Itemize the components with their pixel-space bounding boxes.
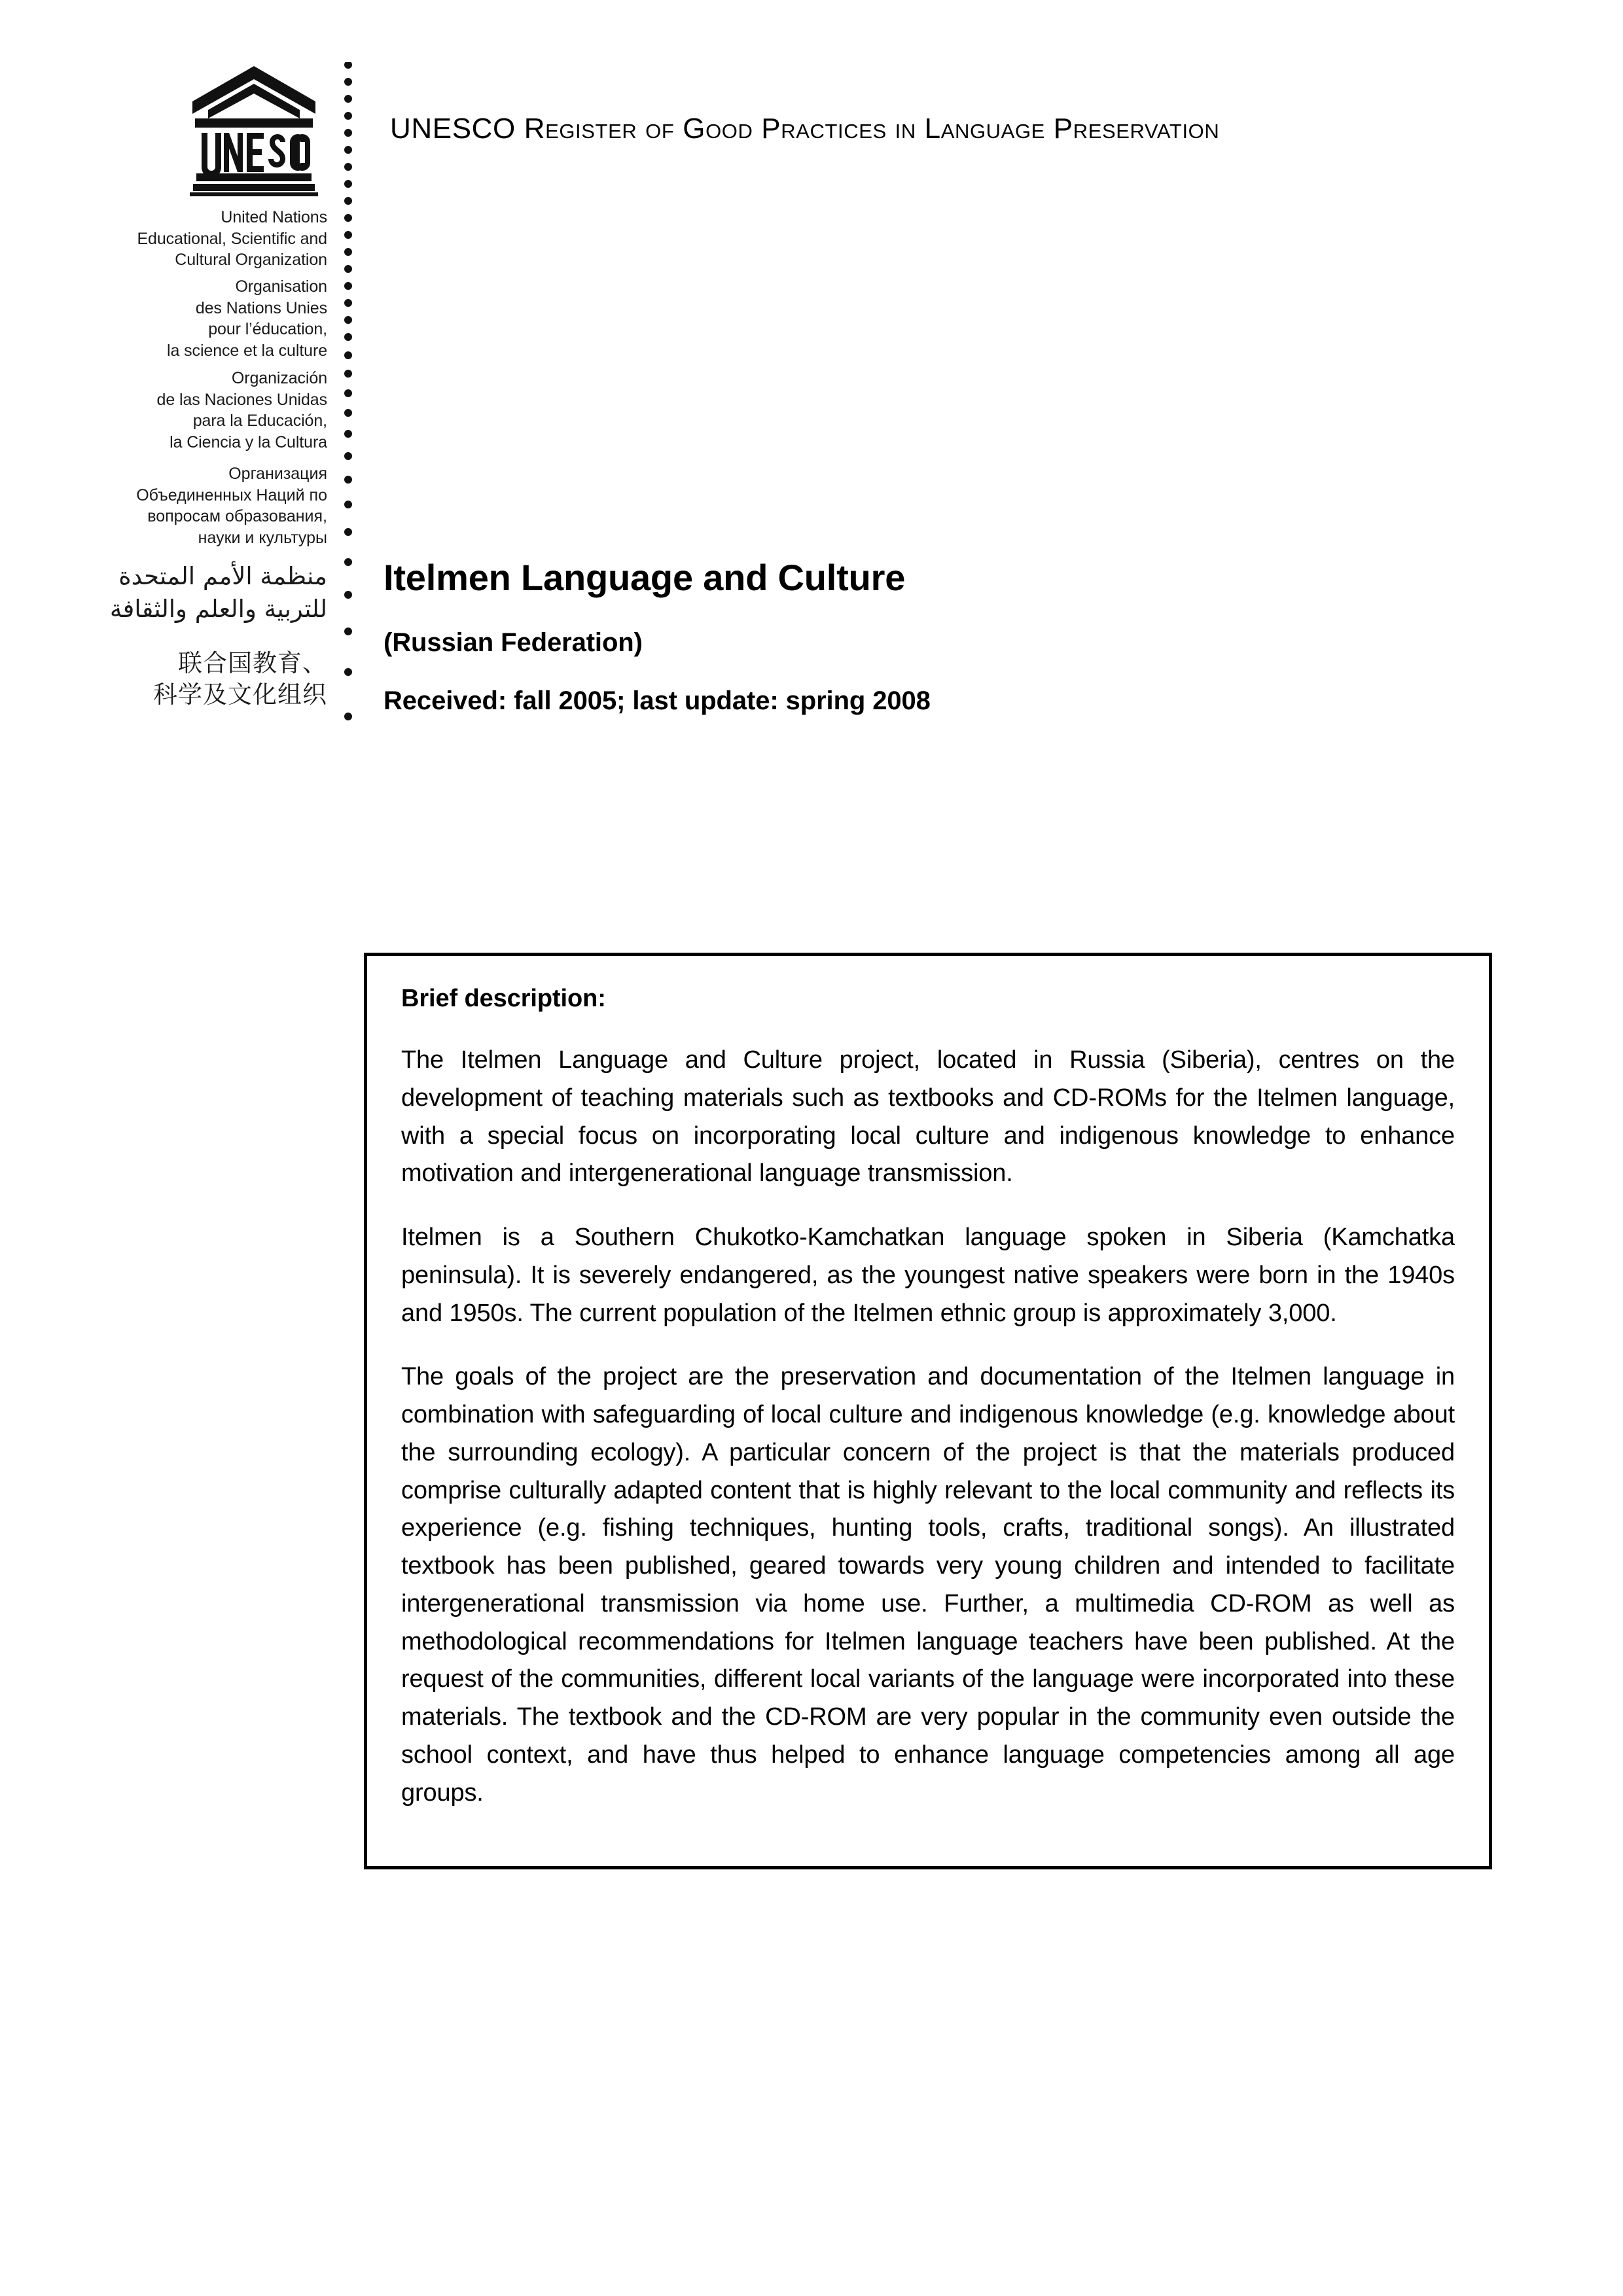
- brief-description-paragraph-1: The Itelmen Language and Culture project, located in Russia (Siberia), centres on the development of teaching materials such as textbooks and CD-ROMs for the Itelmen language, with a special focus on incorporating local culture and indigenous knowledge to enhance motivation and intergenerational language transmission.: [401, 1046, 1455, 1188]
- org-name-spanish-l1: Organización: [231, 369, 327, 387]
- org-name-chinese-l2: 科学及文化组织: [153, 680, 327, 709]
- running-header-prefix: UNESCO: [390, 113, 516, 145]
- page-title: Itelmen Language and Culture: [383, 557, 906, 598]
- brief-description-heading: Brief description:: [401, 985, 606, 1012]
- org-name-chinese-l1: 联合国教育、: [178, 649, 327, 677]
- org-name-english-l2: Educational, Scientific and: [137, 229, 327, 248]
- brief-description-paragraph-3: The goals of the project are the preservation and documentation of the Itelmen language in combination with safeguarding of local culture and indigenous knowledge (e.g. knowledge about the surrounding ecology). A particular concern of the project is that the materials produced comprise culturally adapted content that is highly relevant to the local community and reflects its experience (e.g. fishing techniques, hunting tools, crafts, traditional songs). An illustrated textbook has been published, geared towards very young children and intended to facilitate intergenerational transmission via home use. Further, a multimedia CD-ROM as well as methodological recommendations for Itelmen language teachers have been published. At the request of the communities, different local variants of the language were incorporated into these materials. The textbook and the CD-ROM are very popular in the community even outside the school context, and have thus helped to enhance language competencies among all age groups.: [401, 1363, 1455, 1807]
- org-name-russian-l2: Объединенных Наций по: [136, 486, 327, 504]
- unesco-temple-logo: [190, 62, 318, 196]
- org-name-russian-l1: Организация: [228, 465, 327, 483]
- brief-description-box: [364, 953, 1492, 1869]
- org-name-spanish-l3: para la Educación,: [192, 412, 327, 430]
- dotted-vertical-divider-icon: [343, 62, 353, 733]
- org-name-french-l1: Organisation: [235, 277, 327, 296]
- page-received-dates: Received: fall 2005; last update: spring 2008: [383, 686, 931, 715]
- org-name-arabic-l1: منظمة الأمم المتحدة: [118, 562, 327, 590]
- org-name-arabic: [0, 560, 327, 625]
- org-name-french: [0, 276, 327, 361]
- unesco-masthead: [0, 0, 327, 759]
- running-header-rest: Register of Good Practices in Language Preservation: [524, 113, 1220, 145]
- page-subtitle-country: (Russian Federation): [383, 627, 643, 657]
- org-name-spanish-l2: de las Naciones Unidas: [156, 390, 327, 409]
- org-name-french-l3: pour l’éducation,: [208, 320, 327, 338]
- org-name-spanish: [0, 368, 327, 453]
- title-block: [383, 557, 1496, 716]
- org-name-french-l2: des Nations Unies: [195, 298, 327, 317]
- org-name-russian: [0, 463, 327, 548]
- org-name-french-l4: la science et la culture: [167, 341, 327, 360]
- org-name-spanish-l4: la Ciencia y la Cultura: [169, 433, 327, 451]
- org-name-arabic-l2: للتربية والعلم والثقافة: [109, 594, 327, 623]
- org-name-english: [0, 207, 327, 271]
- org-name-english-l1: United Nations: [221, 208, 327, 226]
- page-running-header: [390, 113, 1503, 145]
- org-name-russian-l4: науки и культуры: [198, 528, 327, 547]
- org-name-chinese: [0, 648, 327, 711]
- org-name-russian-l3: вопросам образования,: [147, 507, 327, 525]
- org-name-english-l3: Cultural Organization: [175, 251, 327, 269]
- brief-description-paragraph-2: Itelmen is a Southern Chukotko-Kamchatkan language spoken in Siberia (Kamchatka peninsula). It is severely endangered, as the youngest native speakers were born in the 1940s and 1950s. The current population of the Itelmen ethnic group is approximately 3,000.: [401, 1224, 1455, 1327]
